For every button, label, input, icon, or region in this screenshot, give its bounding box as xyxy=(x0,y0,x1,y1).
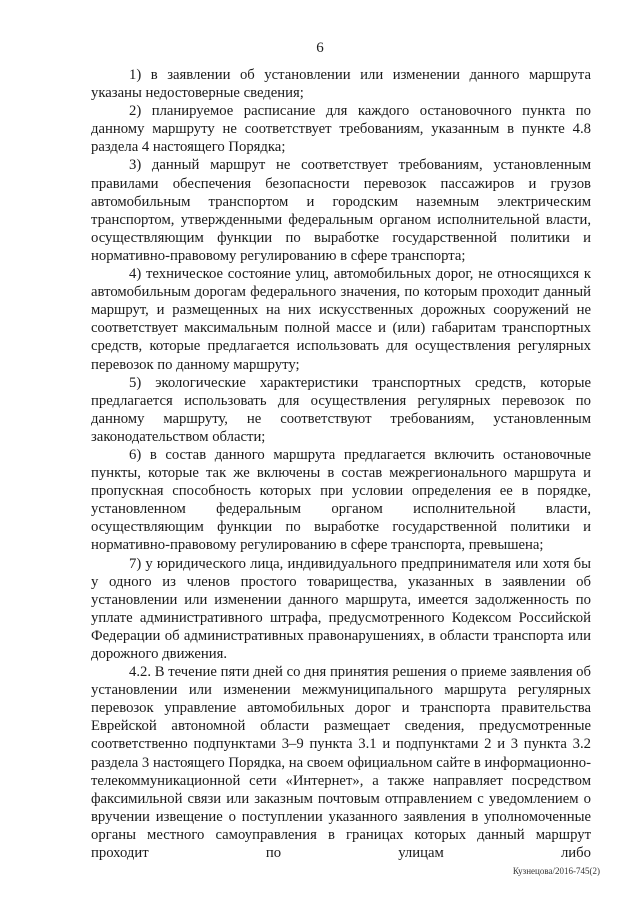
paragraph-item-6: 6) в состав данного маршрута предлагается включить остановочные пункты, которые так же включены в состав межрегионального маршрута и пропускная способность которых при условии определения ее в порядке, установленном федеральным органом исполнительной власти, осуществляющим функции по выработке государственной политики и нормативно-правовому регулированию в сфере транспорта, превышена; xyxy=(91,446,591,554)
paragraph-section-4-2: 4.2. В течение пяти дней со дня принятия решения о приеме заявления об установлении или изменении межмуниципального маршрута регулярных перевозок управление автомобильных дорог и транспорта правительства Еврейской автономной области размещает сведения, предусмотренные соответственно подпунктами 3–9 пункта 3.1 и подпунктами 2 и 3 пункта 3.2 раздела 3 настоящего Порядка, на своем официальном сайте в информационно-телекоммуникационной сети «Интернет», а также направляет посредством факсимильной связи или заказным почтовым отправлением с уведомлением о вручении извещение о поступлении указанного заявления в уполномоченные органы местного самоуправления в границах которых данный маршрут проходит по улицам либо xyxy=(91,664,591,862)
page-number: 6 xyxy=(316,40,324,56)
paragraph-item-2: 2) планируемое расписание для каждого остановочного пункта по данному маршруту не соответствует требованиям, указанным в пункте 4.8 раздела 4 настоящего Порядка; xyxy=(91,103,591,156)
paragraph-item-3: 3) данный маршрут не соответствует требованиям, установленным правилами обеспечения безопасности перевозок пассажиров и грузов автомобильным транспортом и городским наземным электрическим транспортом, утвержденными федеральным органом исполнительной власти, осуществляющим функции по выработке государственной политики и нормативно-правовому регулированию в сфере транспорта; xyxy=(91,157,591,264)
paragraph-item-7: 7) у юридического лица, индивидуального предпринимателя или хотя бы у одного из членов простого товарищества, указанных в заявлении об установлении или изменении данного маршрута, имеется задолженность по уплате административного штрафа, предусмотренного Кодексом Российской Федерации об административных правонарушениях, в области транспорта или дорожного движения. xyxy=(91,555,591,662)
document-body xyxy=(91,66,591,862)
document-footer-code: Кузнецова/2016-745(2) xyxy=(512,866,600,876)
paragraph-item-1: 1) в заявлении об установлении или изменении данного маршрута указаны недостоверные сведения; xyxy=(91,67,591,102)
paragraph-item-5: 5) экологические характеристики транспортных средств, которые предлагается использовать для осуществления регулярных перевозок по данному маршруту, не соответствуют требованиям, установленным законодательством области; xyxy=(91,374,591,445)
paragraph-item-4: 4) техническое состояние улиц, автомобильных дорог, не относящихся к автомобильным дорогам федерального значения, по которым проходит данный маршрут, и размещенных на них искусственных дорожных сооружений не соответствует максимальным полной массе и (или) габаритам транспортных средств, которые предлагается использовать для осуществления регулярных перевозок по данному маршруту; xyxy=(91,266,591,373)
